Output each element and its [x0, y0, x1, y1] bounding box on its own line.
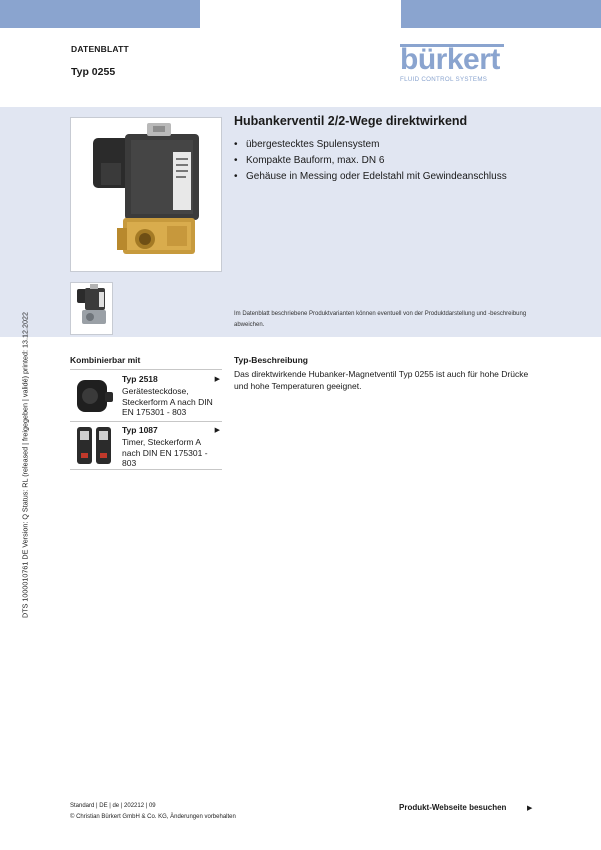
- document-type-label: DATENBLATT: [71, 44, 129, 54]
- arrow-right-icon[interactable]: ▶: [527, 805, 533, 812]
- logo-tagline: FLUID CONTROL SYSTEMS: [400, 76, 488, 83]
- combinable-divider: [70, 369, 222, 370]
- product-photo[interactable]: [70, 117, 222, 272]
- buerkert-logo: [400, 44, 504, 84]
- feature-item: • übergestecktes Spulensystem: [234, 137, 507, 153]
- feature-item: • Gehäuse in Messing oder Edelstahl mit Gewindeanschluss: [234, 169, 507, 185]
- document-status-vertical: DTS 1000010761 DE Version: Q Status: RL (released | freigegeben | validé) printed: 13.12.2022: [20, 312, 30, 618]
- type-number: Typ 0255: [71, 66, 116, 78]
- product-website-link[interactable]: Produkt-Webseite besuchen: [399, 803, 507, 812]
- feature-list: [234, 137, 507, 185]
- footer-copyright: © Christian Bürkert GmbH & Co. KG, Änderungen vorbehalten: [70, 814, 236, 820]
- combinable-title: Typ 1087: [122, 425, 158, 435]
- feature-item: • Kompakte Bauform, max. DN 6: [234, 153, 507, 169]
- footer-doc-meta: Standard | DE | de | 202212 | 09: [70, 803, 156, 809]
- arrow-right-icon: ▶: [214, 427, 220, 434]
- bullet-icon: •: [234, 139, 238, 150]
- bullet-icon: •: [234, 155, 238, 166]
- combinable-item-2518[interactable]: [70, 371, 222, 419]
- combinable-divider: [70, 469, 222, 470]
- product-title: Hubankerventil 2/2-Wege direktwirkend: [234, 114, 468, 128]
- type-description-heading: Typ-Beschreibung: [234, 355, 308, 365]
- top-accent-bar-right: [401, 0, 601, 28]
- solenoid-valve-image: [71, 118, 221, 271]
- product-thumbnail[interactable]: [70, 282, 113, 335]
- type-description-text: Das direktwirkende Hubanker-Magnetventil Typ 0255 ist auch für hohe Drücke und hohe Temperaturen geeignet.: [234, 369, 529, 391]
- bullet-icon: •: [234, 171, 238, 182]
- combinable-heading: Kombinierbar mit: [70, 355, 141, 365]
- combinable-description: Gerätesteckdose, Steckerform A nach DIN EN 175301 - 803: [122, 386, 213, 418]
- variant-disclaimer: Im Datenblatt beschriebene Produktvarianten können eventuell von der Produktdarstellung und -beschreibung abweichen.: [234, 311, 527, 328]
- valve-thumbnail-image: [71, 283, 112, 334]
- connector-socket-image: [71, 374, 118, 417]
- combinable-item-1087[interactable]: [70, 422, 222, 468]
- arrow-right-icon: ▶: [214, 376, 220, 383]
- footer-meta: [70, 801, 236, 823]
- logo-wordmark: bürkert: [400, 43, 500, 76]
- combinable-description: Timer, Steckerform A nach DIN EN 175301 - 803: [122, 437, 208, 469]
- combinable-title: Typ 2518: [122, 374, 158, 384]
- top-accent-bar-left: [0, 0, 200, 28]
- timer-image: [71, 425, 118, 468]
